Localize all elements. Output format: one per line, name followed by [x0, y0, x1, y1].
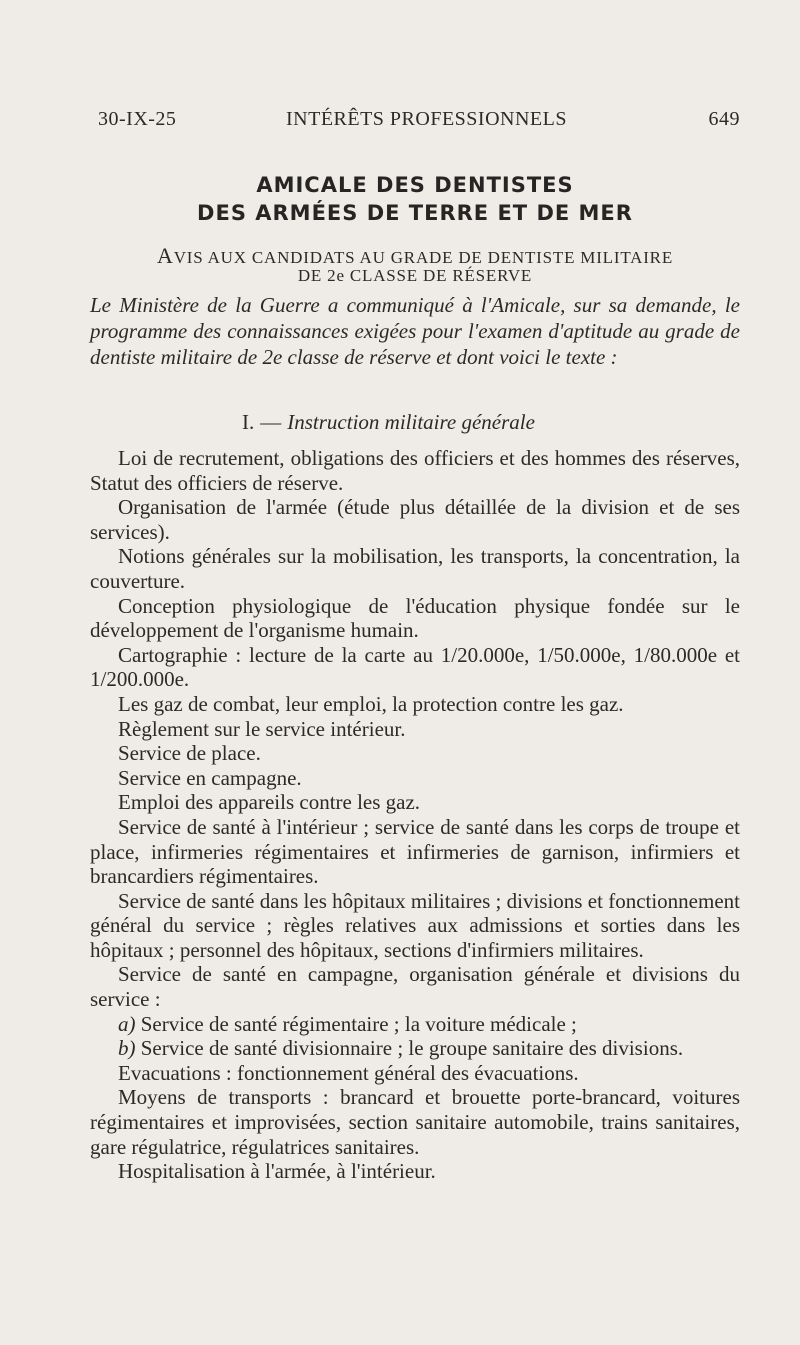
section-dash: — — [260, 410, 282, 434]
paragraph: Notions générales sur la mobilisation, les transports, la concentration, la couverture. — [90, 544, 740, 593]
paragraph: Service de santé dans les hôpitaux militaires ; divisions et fonctionnement général du service ; règles relatives aux admissions et sorties dans les hôpitaux ; personnel des hôpitaux, sections d'infirmiers militaires. — [90, 888, 740, 962]
article-title-line-2: DES ARMÉES DE TERRE ET DE MER — [197, 201, 633, 225]
paragraph: Emploi des appareils contre les gaz. — [118, 790, 421, 815]
paragraph: Les gaz de combat, leur emploi, la protection contre les gaz. — [118, 691, 624, 716]
body-text — [90, 446, 740, 1184]
intro-paragraph: Le Ministère de la Guerre a communiqué à l'Amicale, sur sa demande, le programme des connaissances exigées pour l'examen d'aptitude au grade de dentiste militaire de 2e classe de réserve et dont voici le texte : — [90, 293, 740, 369]
page-number: 649 — [708, 108, 740, 130]
list-letter: b) — [118, 1036, 136, 1061]
list-text: Service de santé régimentaire ; la voiture médicale ; — [140, 1011, 577, 1036]
list-letter: a) — [118, 1011, 136, 1036]
list-item-a — [90, 1012, 740, 1037]
section-number: I. — [242, 410, 255, 434]
paragraph: Cartographie : lecture de la carte au 1/20.000e, 1/50.000e, 1/80.000e et 1/200.000e. — [90, 642, 740, 692]
running-head — [90, 108, 740, 138]
list-text: Service de santé divisionnaire ; le groupe sanitaire des divisions. — [140, 1036, 684, 1061]
paragraph: Loi de recrutement, obligations des officiers et des hommes des réserves, Statut des officiers de réserve. — [90, 446, 740, 495]
list-item-b — [90, 1036, 740, 1061]
paragraph: Moyens de transports : brancard et brouette porte-brancard, voitures régimentaires et improvisées, section sanitaire automobile, trains sanitaires, gare régulatrice, régulatrices sanitaires. — [90, 1085, 740, 1159]
paragraph: Service de place. — [118, 741, 261, 766]
issue-date: 30-IX-25 — [98, 108, 177, 130]
section-heading — [242, 410, 535, 435]
paragraph: Service de santé à l'intérieur ; service de santé dans les corps de troupe et place, infirmeries régimentaires et infirmeries de garnison, infirmiers et brancardiers régimentaires. — [90, 814, 740, 889]
article-title-line-1: AMICALE DES DENTISTES — [256, 173, 574, 197]
document-page — [90, 0, 740, 1345]
section-title: Instruction militaire générale — [287, 410, 535, 434]
subtitle-initial: A — [156, 243, 174, 268]
paragraph: Evacuations : fonctionnement général des évacuations. — [118, 1060, 579, 1085]
paragraph: Service de santé en campagne, organisation générale et divisions du service : — [90, 962, 740, 1012]
paragraph: Hospitalisation à l'armée, à l'intérieur. — [118, 1159, 436, 1184]
subtitle-line-2: DE 2e CLASSE DE RÉSERVE — [297, 266, 533, 285]
paragraph: Organisation de l'armée (étude plus détaillée de la division et de ses services). — [90, 495, 740, 544]
paragraph: Service en campagne. — [118, 765, 302, 790]
subtitle-line-1-text: VIS AUX CANDIDATS AU GRADE DE DENTISTE MILITAIRE — [173, 248, 674, 267]
section-name: INTÉRÊTS PROFESSIONNELS — [286, 108, 567, 130]
paragraph: Conception physiologique de l'éducation physique fondée sur le développement de l'organisme humain. — [90, 593, 740, 643]
paragraph: Règlement sur le service intérieur. — [118, 716, 406, 741]
